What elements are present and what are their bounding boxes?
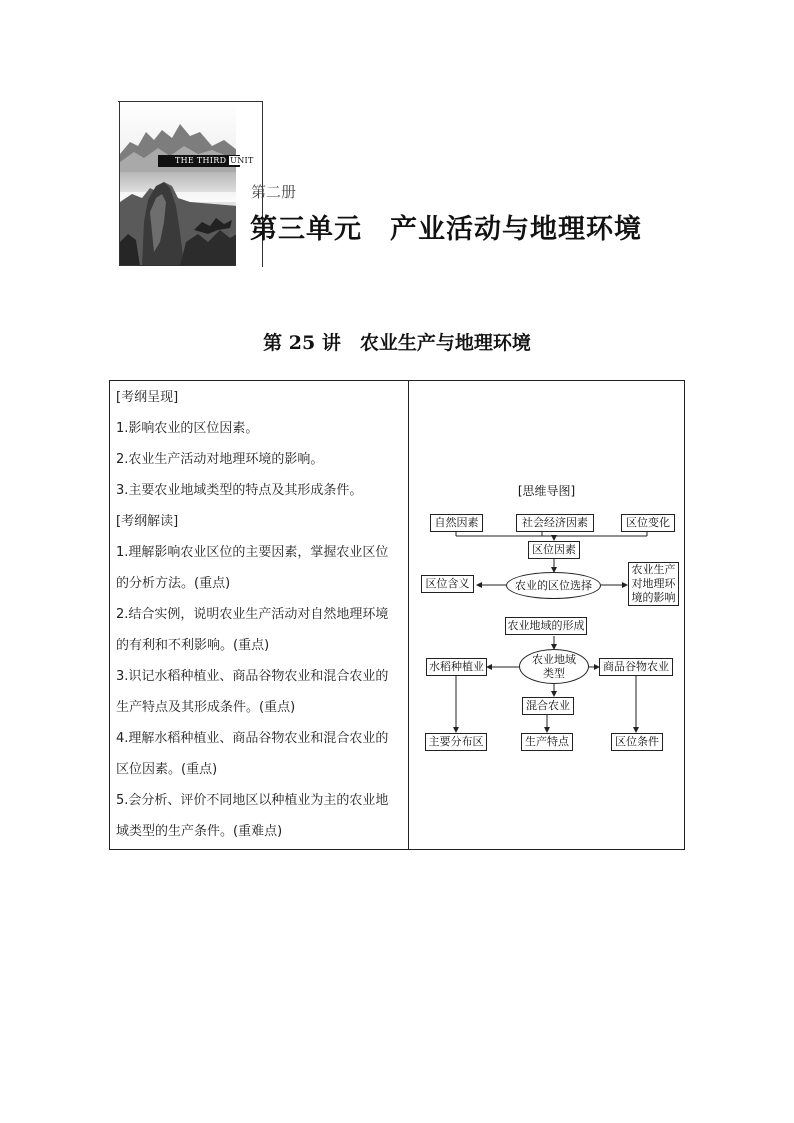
- outline-line: 2.结合实例，说明农业生产活动对自然地理环境: [116, 607, 389, 622]
- mind-map-title: [思维导图]: [517, 484, 576, 498]
- outline-line: 2.农业生产活动对地理环境的影响。: [116, 452, 324, 467]
- lecture-title: 第 25 讲 农业生产与地理环境: [263, 332, 531, 354]
- node-agri-location-choice: 农业的区位选择: [506, 572, 601, 599]
- mind-map: [409, 381, 684, 849]
- node-mixed-farming: 混合农业: [522, 697, 574, 715]
- mind-map-cell: [409, 381, 684, 849]
- outline-line: 的有利和不利影响。(重点): [116, 638, 270, 653]
- node-region-formation: 农业地域的形成: [505, 617, 587, 635]
- outline-line: [考纲解读]: [116, 514, 179, 529]
- node-socioeconomic-factors: 社会经济因素: [516, 514, 594, 532]
- node-location-conditions: 区位条件: [611, 733, 663, 751]
- outline-line: 5.会分析、评价不同地区以种植业为主的农业地: [116, 793, 389, 808]
- unit-banner-tail: UNIT: [230, 156, 254, 165]
- node-agri-environment-impact: 农业生产对地理环境的影响: [628, 562, 679, 606]
- volume-label: 第二册: [251, 183, 297, 201]
- syllabus-table: [109, 380, 685, 850]
- node-agri-region-types: 农业地域类型: [519, 649, 589, 684]
- outline-line: 3.识记水稻种植业、商品谷物农业和混合农业的: [116, 669, 389, 684]
- node-commercial-grain: 商品谷物农业: [599, 658, 673, 676]
- node-main-distribution: 主要分布区: [425, 733, 487, 751]
- node-rice-farming: 水稻种植业: [426, 658, 487, 676]
- outline-line: 生产特点及其形成条件。(重点): [116, 700, 296, 715]
- syllabus-outline: [110, 381, 409, 849]
- outline-line: [考纲呈现]: [116, 390, 179, 405]
- node-location-factors: 区位因素: [528, 541, 580, 559]
- node-natural-factors: 自然因素: [430, 514, 483, 532]
- outline-line: 3.主要农业地域类型的特点及其形成条件。: [116, 483, 363, 498]
- outline-line: 的分析方法。(重点): [116, 576, 231, 591]
- node-location-change: 区位变化: [621, 514, 675, 532]
- unit-banner-main: THE THIRD: [175, 156, 227, 165]
- unit-title: 第三单元 产业活动与地理环境: [250, 214, 642, 245]
- outline-line: 4.理解水稻种植业、商品谷物农业和混合农业的: [116, 731, 389, 746]
- outline-line: 区位因素。(重点): [116, 762, 218, 777]
- unit-banner-text: [175, 156, 255, 166]
- outline-line: 1.理解影响农业区位的主要因素，掌握农业区位: [116, 545, 389, 560]
- outline-line: 1.影响农业的区位因素。: [116, 421, 259, 436]
- outline-line: 域类型的生产条件。(重难点): [116, 824, 283, 839]
- node-location-meaning: 区位含义: [421, 575, 474, 593]
- mountain-landscape-image: [120, 102, 236, 266]
- mind-map-connectors: [409, 381, 684, 849]
- node-production-features: 生产特点: [521, 733, 573, 751]
- unit-cover-photo: [119, 102, 236, 266]
